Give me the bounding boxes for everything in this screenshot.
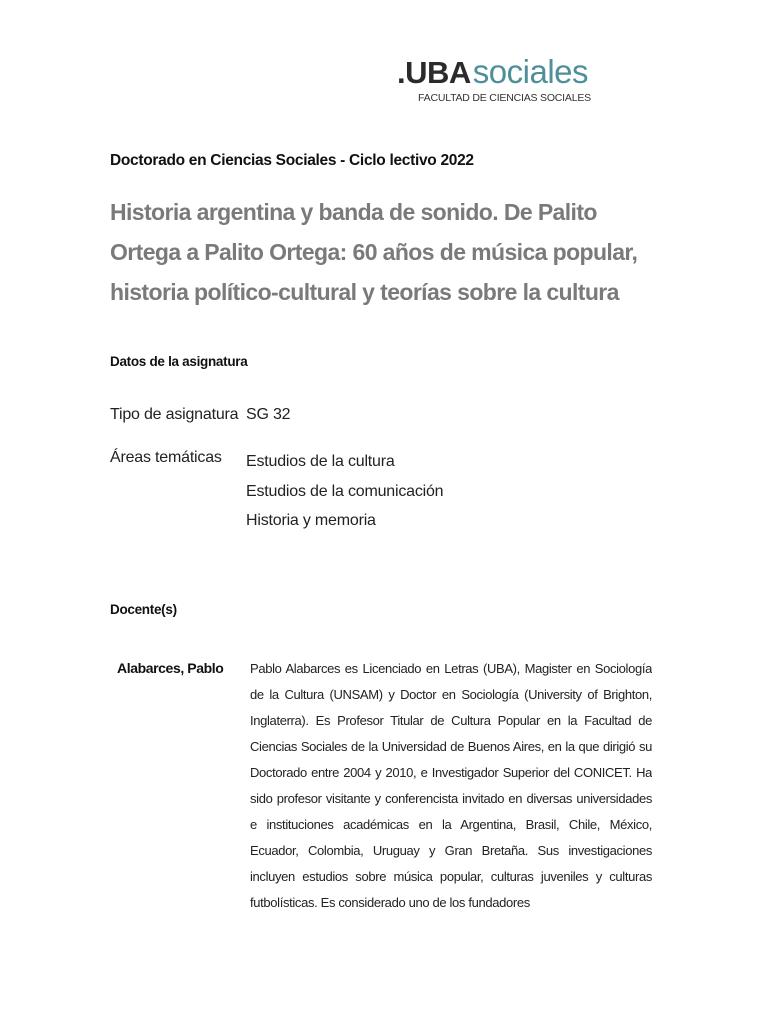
datos-heading: Datos de la asignatura xyxy=(110,354,248,369)
course-title: Historia argentina y banda de sonido. De Palito Ortega a Palito Ortega: 60 años de música popular, historia político-cultural y teorías sobre la cultura xyxy=(110,199,638,305)
logo-sociales-text: sociales xyxy=(472,53,589,90)
docente-name: Alabarces, Pablo xyxy=(117,660,224,676)
area-item: Historia y memoria xyxy=(246,512,376,529)
tipo-label: Tipo de asignatura xyxy=(110,406,239,423)
logo-subtitle: FACULTAD DE CIENCIAS SOCIALES xyxy=(418,92,591,104)
areas-label: Áreas temáticas xyxy=(110,449,222,466)
program-heading: Doctorado en Ciencias Sociales - Ciclo lectivo 2022 xyxy=(110,152,474,169)
area-item: Estudios de la comunicación xyxy=(246,482,444,500)
uba-sociales-logo xyxy=(397,52,642,110)
docente-bio: Pablo Alabarces es Licenciado en Letras (UBA), Magister en Sociología de la Cultura (UNSAM) y Doctor en Sociología (University of Brighton, Inglaterra). Es Profesor Titular de Cultura Popular en la Facultad de Ciencias Sociales de la Universidad de Buenos Aires, en la que dirigió su Doctorado entre 2004 y 2010, e Investigador Superior del CONICET. Ha sido profesor visitante y conferencista invitado en diversas universidades e instituciones académicas en la Argentina, Brasil, Chile, México, Ecuador, Colombia, Uruguay y Gran Bretaña. Sus investigaciones incluyen estudios sobre música popular, culturas juveniles y culturas futbolísticas. Es considerado uno de los fundadores xyxy=(250,661,652,910)
logo-uba-text: .UBA xyxy=(397,55,471,90)
area-item: Estudios de la cultura xyxy=(246,453,395,470)
tipo-value: SG 32 xyxy=(246,406,291,423)
areas-list xyxy=(246,447,443,536)
docentes-heading: Docente(s) xyxy=(110,602,177,617)
